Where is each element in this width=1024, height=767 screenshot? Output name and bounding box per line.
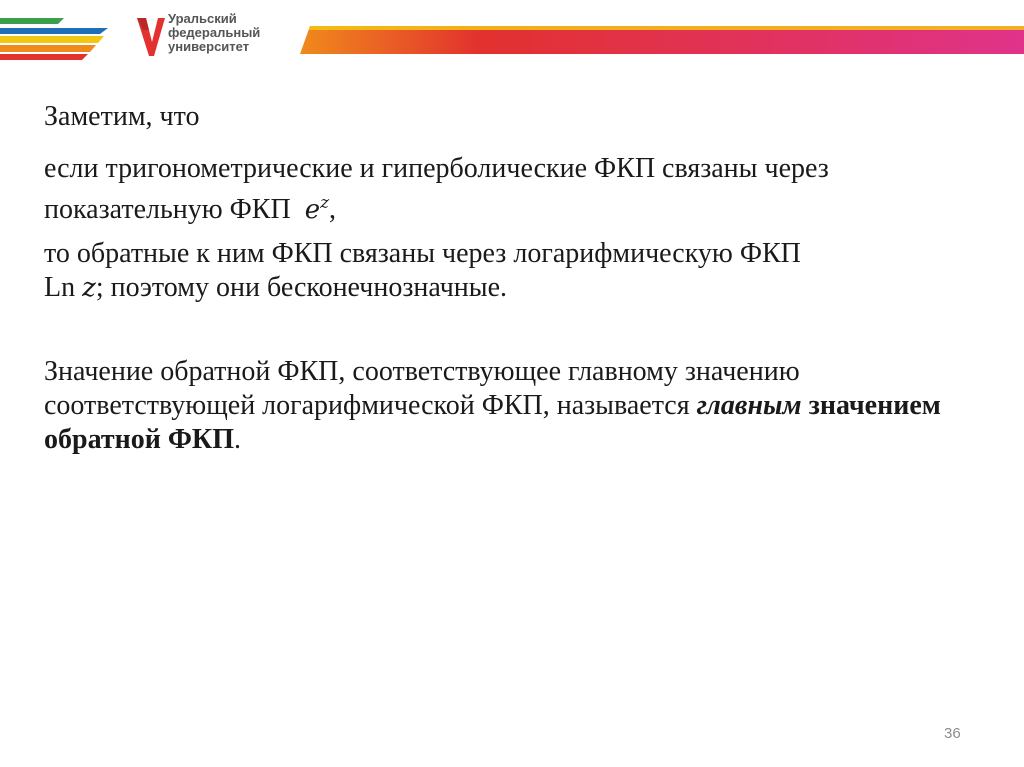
ln-function: Ln [44,272,76,303]
exp-exponent: z [320,193,330,213]
stripe-yellow [0,36,104,43]
if-paragraph [44,152,984,227]
then-paragraph [44,237,984,305]
definition-term-bold: значением обратной ФКП [44,390,941,455]
stripe-green [0,18,64,24]
then-text: то обратные к ним ФКП связаны через логарифмическую ФКП [44,238,801,269]
stripe-orange [0,45,96,52]
page-number: 36 [944,725,961,742]
university-name-line-2: федеральный [168,25,261,40]
decorative-stripes-left [0,0,140,62]
definition-text: Значение обратной ФКП, соответствующее главному значению соответствующей логарифмической ФКП, называется [44,356,800,421]
university-name-line-3: университет [168,39,250,54]
university-name [168,12,260,54]
exp-formula [305,195,329,225]
definition-paragraph [44,355,984,457]
exp-base: e [304,195,321,225]
intro-paragraph [44,100,984,134]
slide-header [0,0,1024,80]
university-name-line-1: Уральский [168,11,237,26]
slide-body [44,100,984,457]
ln-variable: z [82,273,96,303]
definition-term-italic: главным [696,390,802,421]
if-text: если тригонометрические и гиперболические ФКП связаны через показательную ФКП [44,153,829,225]
university-logo-icon [135,12,167,60]
definition-tail: . [234,424,241,455]
stripe-red [0,54,88,60]
intro-text: Заметим, что [44,101,200,132]
if-tail: , [329,194,337,225]
stripe-blue [0,28,108,34]
decorative-stripe-right [300,0,1024,60]
then-tail: ; поэтому они бесконечнозначные. [95,272,508,303]
